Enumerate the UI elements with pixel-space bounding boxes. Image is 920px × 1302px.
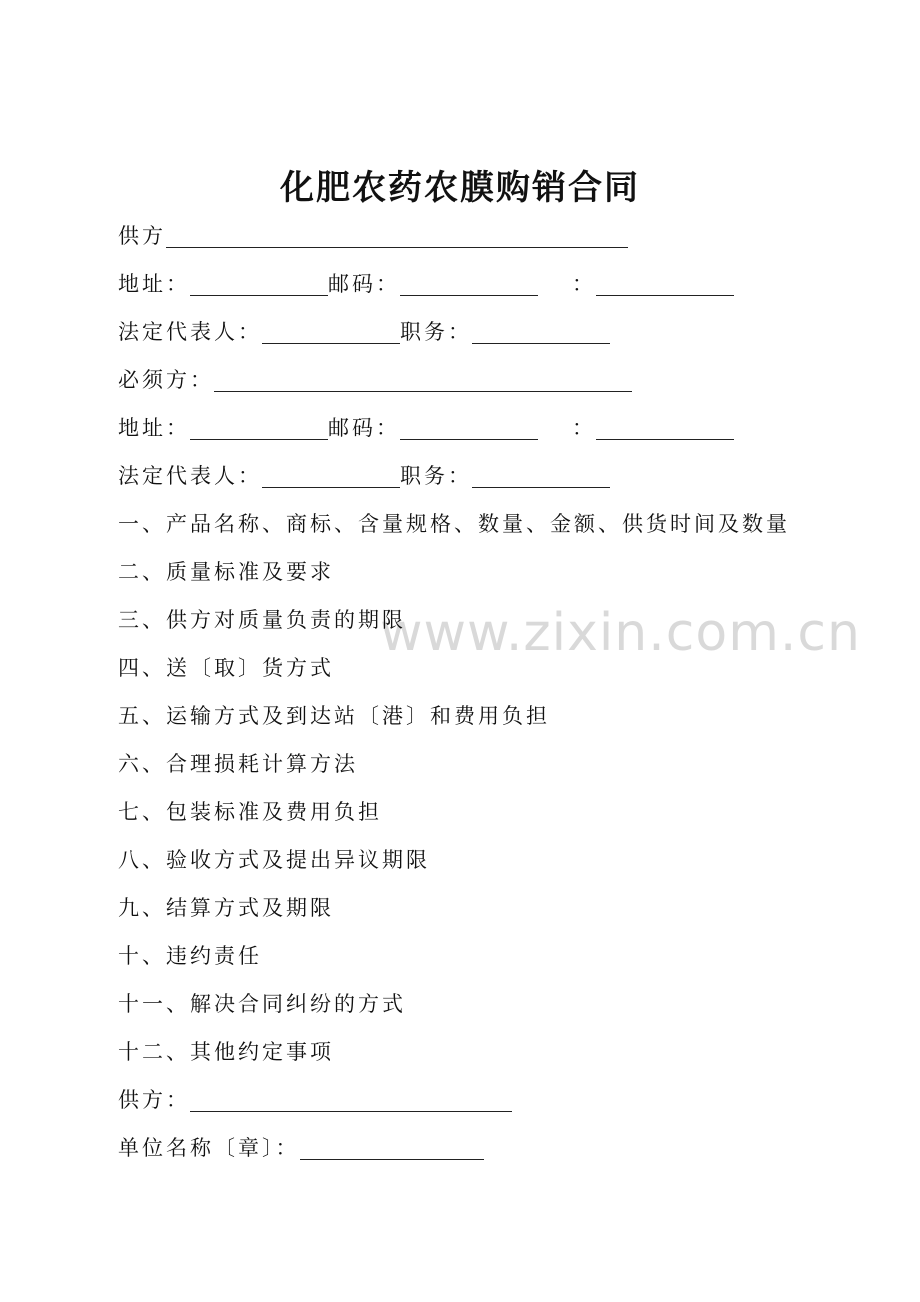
clause-item: 三、供方对质量负责的期限 [118,608,406,632]
signature-unit-name-label: 单位名称〔章〕： [118,1136,300,1160]
supplier-address-row [118,269,734,299]
supplier-position-blank[interactable] [472,321,610,344]
clause-item: 四、送〔取〕货方式 [118,656,334,680]
buyer-address-blank[interactable] [190,417,328,440]
buyer-address-row [118,413,734,443]
buyer-postcode-label: 邮码： [328,416,400,440]
clause-item: 一、产品名称、商标、含量规格、数量、金额、供货时间及数量 [118,512,790,536]
supplier-rep-row [118,317,610,347]
buyer-phone-blank[interactable] [596,417,734,440]
supplier-label: 供方 [118,224,166,248]
watermark: www.zixin.com.cn [380,603,861,663]
buyer-postcode-blank[interactable] [400,417,538,440]
supplier-address-label: 地址： [118,272,190,296]
supplier-legal-rep-blank[interactable] [262,321,400,344]
buyer-row [118,365,632,395]
clause-item: 七、包装标准及费用负担 [118,800,382,824]
signature-unit-row [118,1133,484,1163]
buyer-address-label: 地址： [118,416,190,440]
clause-item: 五、运输方式及到达站〔港〕和费用负担 [118,704,550,728]
document-title: 化肥农药农膜购销合同 [280,168,640,208]
signature-supplier-blank[interactable] [190,1089,512,1112]
clause-item: 十、违约责任 [118,944,262,968]
supplier-position-label: 职务： [400,320,472,344]
clause-item: 十一、解决合同纠纷的方式 [118,992,406,1016]
clause-item: 八、验收方式及提出异议期限 [118,848,430,872]
supplier-postcode-label: 邮码： [328,272,400,296]
clause-item: 二、质量标准及要求 [118,560,334,584]
clause-item: 六、合理损耗计算方法 [118,752,358,776]
supplier-name-blank[interactable] [166,225,628,248]
supplier-legal-rep-label: 法定代表人： [118,320,262,344]
clause-item: 十二、其他约定事项 [118,1040,334,1064]
buyer-colon-label: ： [572,416,596,440]
signature-unit-name-blank[interactable] [300,1137,484,1160]
buyer-position-label: 职务： [400,464,472,488]
buyer-label: 必须方： [118,368,214,392]
supplier-phone-blank[interactable] [596,273,734,296]
buyer-legal-rep-blank[interactable] [262,465,400,488]
buyer-legal-rep-label: 法定代表人： [118,464,262,488]
buyer-name-blank[interactable] [214,369,632,392]
signature-supplier-row [118,1085,512,1115]
buyer-rep-row [118,461,610,491]
supplier-address-blank[interactable] [190,273,328,296]
buyer-position-blank[interactable] [472,465,610,488]
supplier-colon-label: ： [572,272,596,296]
signature-supplier-label: 供方： [118,1088,190,1112]
supplier-row [118,221,628,251]
clause-item: 九、结算方式及期限 [118,896,334,920]
supplier-postcode-blank[interactable] [400,273,538,296]
